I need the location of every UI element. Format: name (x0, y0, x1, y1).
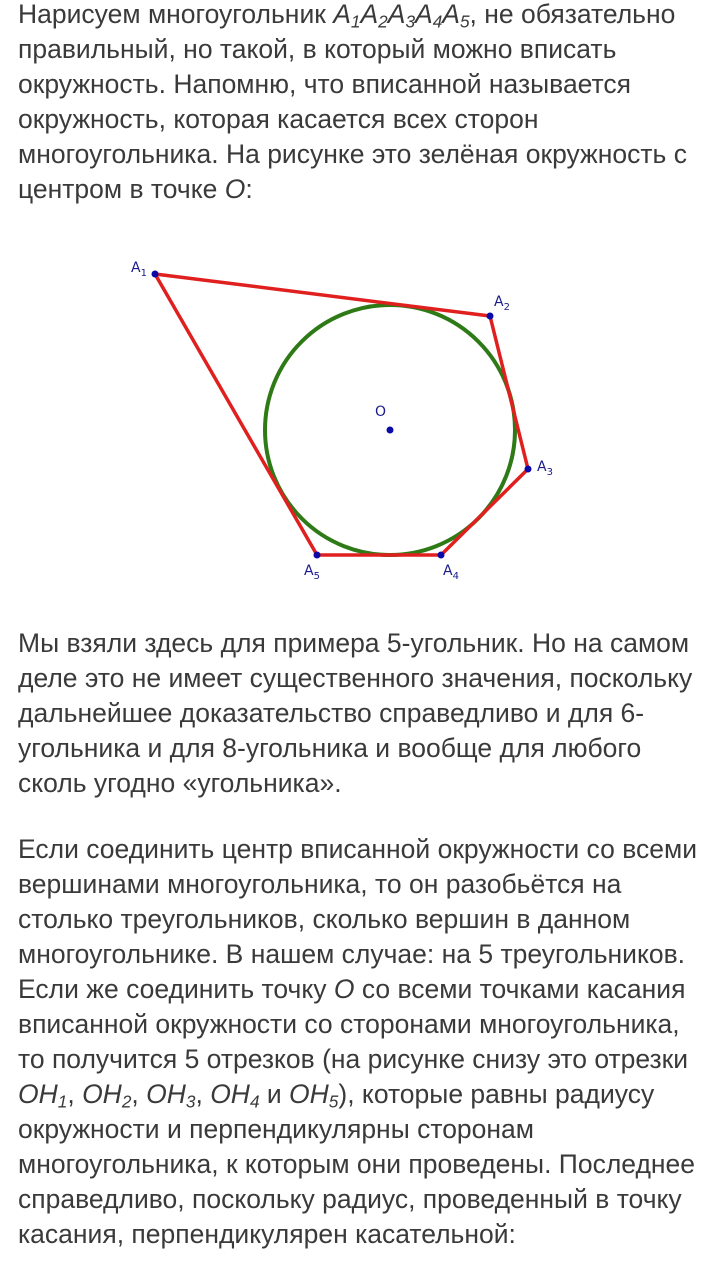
vertex-label-a2: $A_2$ (494, 294, 510, 313)
segment-oh5: $OH_5$ (289, 1079, 339, 1112)
vertex-label-a4: $A_4$ (443, 563, 459, 582)
vertex-point-a2 (487, 313, 494, 320)
polygon-index-4: 4 (432, 11, 443, 32)
segment-index-5: 5 (328, 1091, 339, 1112)
segment-separator-3: , (195, 1079, 211, 1109)
center-point-name-2: O (333, 974, 355, 1004)
polygon-index-1: 1 (350, 11, 361, 32)
vertex-sub-3: 3 (546, 467, 553, 478)
segment-index-3: 3 (185, 1091, 196, 1112)
segment-oh3: $OH_3$ (146, 1079, 196, 1112)
vertex-label-a5: $A_5$ (304, 563, 320, 582)
polygon-name: $A_1A_2A_3A_4A_5$ (333, 0, 470, 32)
center-point-name: O (224, 174, 246, 204)
intro-text-part3: : (245, 174, 253, 204)
polygon-index-2: 2 (378, 11, 388, 32)
segment-oh4: $OH_4$ (210, 1079, 260, 1112)
vertex-point-a1 (152, 271, 159, 278)
segment-oh2: $OH_2$ (82, 1079, 132, 1112)
vertex-sub-1: 1 (140, 268, 147, 279)
triangles-text-part2: со всеми точками касания вписанной окружности со сторонами многоугольника, то получится 5 отрезков (на рисунке снизу это отрезки (18, 974, 689, 1074)
inscribed-circle-figure (0, 240, 720, 600)
segment-index-2: 2 (121, 1091, 132, 1112)
intro-text-part2: , не обязательно правильный, но такой, в который можно вписать окружность. Напомню, что вписанной называется окружность, которая касается всех сторон многоугольника. На рисунке это зелёная окружность с центром в точке (18, 0, 687, 204)
segment-index-1: 1 (57, 1091, 68, 1112)
vertex-point-a3 (525, 466, 532, 473)
triangles-text-part1: Если соединить центр вписанной окружности со всеми вершинами многоугольника, то он разобьётся на столько треугольников, сколько вершин в данном многоугольнике. В нашем случае: на 5 треугольников. Если же соединить точку (18, 834, 697, 1004)
triangles-text-part3: ), которые равны радиусу окружности и перпендикулярны сторонам многоугольника, к которым они проведены. Последнее справедливо, поскольку радиус, проведенный в точку касания, перпендикулярен касательной: (18, 1079, 696, 1249)
intro-text-part1: Нарисуем многоугольник (18, 0, 334, 29)
vertex-sub-4: 4 (452, 571, 459, 582)
polygon-index-5: 5 (459, 11, 470, 32)
paragraph-example: Мы взяли здесь для примера 5-угольник. Но на самом деле это не имеет существенного значения, поскольку дальнейшее доказательство справедливо и для 6-угольника и для 8-угольника и вообще для любого сколь угодно «угольника». (18, 628, 693, 798)
vertex-label-a3: $A_3$ (537, 459, 553, 478)
vertex-point-a4 (438, 552, 445, 559)
segment-separator-1: , (67, 1079, 83, 1109)
center-label: O (375, 404, 387, 420)
vertex-sub-5: 5 (313, 571, 320, 582)
segment-index-4: 4 (249, 1091, 260, 1112)
segment-oh1: $OH_1$ (18, 1079, 68, 1112)
paragraph-triangles (18, 832, 708, 1252)
center-point (387, 427, 394, 434)
vertex-point-a5 (314, 552, 321, 559)
segment-separator-2: , (131, 1079, 147, 1109)
vertex-label-a1: $A_1$ (131, 260, 147, 279)
vertex-sub-2: 2 (503, 302, 510, 313)
segment-conjunction: и (259, 1079, 290, 1109)
polygon-index-3: 3 (405, 11, 416, 32)
paragraph-intro (18, 0, 708, 207)
